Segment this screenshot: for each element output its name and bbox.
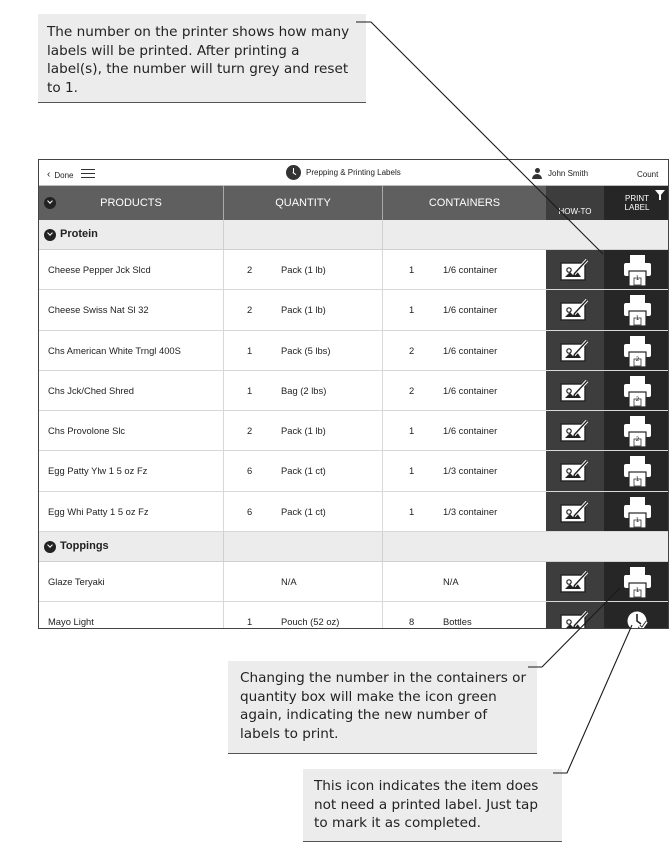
howto-button[interactable]: [546, 602, 604, 629]
howto-guide-icon: [560, 298, 590, 322]
table-row: [39, 602, 669, 629]
product-name: Cheese Pepper Jck Slcd: [48, 264, 151, 275]
chevron-down-icon[interactable]: [44, 229, 56, 241]
chevron-left-icon: ‹: [47, 169, 51, 180]
printer-icon: [623, 335, 652, 368]
header-print-label: [604, 186, 669, 220]
leader-line-no-label: [553, 625, 632, 773]
container-unit: 1/6 container: [443, 344, 498, 356]
header-products-label: PRODUCTS: [100, 197, 162, 209]
quantity-unit: Pack (1 ct): [281, 505, 326, 517]
group-name: Toppings: [60, 540, 109, 553]
product-name: Glaze Teryaki: [48, 576, 105, 588]
quantity-unit: N/A: [281, 576, 297, 588]
howto-button[interactable]: [546, 562, 604, 601]
container-unit: 1/6 container: [443, 384, 498, 396]
print-count: 1: [635, 275, 640, 282]
table-row: [39, 451, 669, 491]
howto-guide-icon: [560, 500, 590, 524]
printer-icon: [623, 566, 652, 599]
print-label-button[interactable]: [604, 451, 669, 490]
print-label-button[interactable]: [604, 562, 669, 601]
howto-guide-icon: [560, 379, 590, 403]
quantity-value[interactable]: 2: [247, 425, 253, 437]
howto-guide-icon: [560, 570, 590, 594]
done-label: Done: [54, 170, 74, 180]
table-row: [39, 562, 669, 602]
header-print-line1: PRINT: [625, 194, 649, 203]
container-unit: N/A: [443, 576, 459, 588]
print-count: 1: [635, 587, 640, 595]
print-label-button[interactable]: [604, 331, 669, 370]
quantity-unit: Pouch (52 oz): [281, 616, 340, 628]
howto-guide-icon: [560, 459, 590, 483]
quantity-value[interactable]: 6: [247, 505, 253, 517]
product-list: [39, 220, 669, 629]
product-name: Egg Whi Patty 1 5 oz Fz: [48, 505, 149, 517]
print-count: 1: [635, 516, 640, 524]
printer-icon: [623, 415, 652, 448]
howto-button[interactable]: [546, 290, 604, 329]
table-row: [39, 411, 669, 451]
container-unit: Bottles: [443, 616, 472, 628]
product-name: Mayo Light: [48, 616, 94, 628]
table-row: [39, 492, 669, 532]
printer-icon: [623, 455, 652, 488]
quantity-unit: Pack (1 lb): [281, 425, 326, 437]
howto-guide-icon: [560, 258, 590, 282]
howto-guide-icon: [560, 339, 590, 363]
user-menu[interactable]: [532, 168, 588, 179]
howto-guide-icon: [560, 610, 590, 629]
container-unit: 1/3 container: [443, 465, 498, 477]
print-label-button[interactable]: [604, 250, 669, 289]
howto-button[interactable]: [546, 451, 604, 490]
containers-value[interactable]: 1: [409, 505, 415, 517]
container-unit: 1/6 container: [443, 304, 498, 316]
printer-icon: [623, 294, 652, 327]
quantity-value[interactable]: 1: [247, 384, 253, 396]
howto-button[interactable]: [546, 492, 604, 531]
header-products: [39, 186, 223, 220]
clock-icon: [286, 165, 301, 180]
containers-value[interactable]: 1: [409, 425, 415, 437]
howto-button[interactable]: [546, 250, 604, 289]
print-count: 2: [635, 395, 640, 403]
quantity-unit: Pack (1 ct): [281, 465, 326, 477]
quantity-value[interactable]: 1: [247, 344, 253, 356]
chevron-down-icon[interactable]: [44, 541, 56, 553]
quantity-unit: Pack (1 lb): [281, 304, 326, 316]
collapse-all-icon[interactable]: [44, 197, 56, 209]
product-name: Chs Provolone Slc: [48, 425, 126, 437]
top-bar: [39, 160, 668, 186]
mark-complete-icon: [626, 610, 648, 629]
print-label-button[interactable]: [604, 371, 669, 410]
callout-printer-count: [38, 14, 366, 103]
table-header: [39, 186, 669, 220]
containers-value[interactable]: 1: [409, 465, 415, 477]
group-name: Protein: [60, 228, 98, 240]
printer-icon: [623, 496, 652, 529]
header-print-line2: LABEL: [624, 203, 650, 212]
printer-icon: [623, 375, 652, 408]
callout-quantity-change: [228, 661, 537, 754]
table-row: [39, 331, 669, 371]
header-containers: CONTAINERS: [382, 186, 546, 220]
count-button[interactable]: Count: [637, 170, 659, 179]
header-howto: HOW-TO: [546, 186, 604, 220]
print-count: 1: [635, 315, 640, 323]
quantity-unit: Pack (1 lb): [281, 264, 326, 275]
table-row: [39, 290, 669, 330]
print-count: 2: [635, 355, 640, 363]
quantity-unit: Pack (5 lbs): [281, 344, 331, 356]
printer-icon: [623, 254, 652, 287]
menu-icon[interactable]: [81, 169, 95, 181]
print-label-button[interactable]: [604, 411, 669, 450]
product-name: Chs Jck/Ched Shred: [48, 384, 134, 396]
group-header-protein[interactable]: [39, 220, 669, 250]
howto-guide-icon: [560, 419, 590, 443]
container-unit: 1/3 container: [443, 505, 498, 517]
callout-text: Changing the number in the containers or quantity box will make the icon green again, indicating the new number of labels to print.: [240, 670, 527, 742]
table-row: [39, 250, 669, 290]
callout-no-label: [303, 769, 562, 842]
table-row: [39, 371, 669, 411]
containers-value[interactable]: 1: [409, 304, 415, 316]
header-quantity: QUANTITY: [223, 186, 382, 220]
product-name: Cheese Swiss Nat Sl 32: [48, 304, 149, 316]
callout-text: This icon indicates the item does not need a printed label. Just tap to mark it as completed.: [314, 778, 539, 831]
product-name: Chs American White Trngl 400S: [48, 344, 181, 356]
howto-button[interactable]: [546, 331, 604, 370]
print-count: 1: [635, 476, 640, 484]
quantity-unit: Bag (2 lbs): [281, 384, 327, 396]
container-unit: 1/6 container: [443, 425, 498, 437]
print-label-button[interactable]: [604, 290, 669, 329]
product-name: Egg Patty Ylw 1 5 oz Fz: [48, 465, 148, 477]
quantity-value[interactable]: 2: [247, 304, 253, 316]
quantity-value[interactable]: 1: [247, 616, 253, 628]
containers-value[interactable]: 1: [409, 264, 415, 275]
howto-button[interactable]: [546, 411, 604, 450]
user-name: John Smith: [548, 169, 589, 178]
user-icon: [532, 168, 542, 179]
print-label-button[interactable]: [604, 602, 669, 629]
page-title: Prepping & Printing Labels: [306, 168, 401, 177]
quantity-value[interactable]: 6: [247, 465, 253, 477]
page-title-wrap: [286, 165, 401, 180]
app-window: [38, 159, 669, 629]
group-header-toppings[interactable]: [39, 532, 669, 562]
quantity-value[interactable]: 2: [247, 264, 253, 275]
container-unit: 1/6 container: [443, 264, 498, 275]
howto-button[interactable]: [546, 371, 604, 410]
containers-value[interactable]: 2: [409, 344, 415, 356]
filter-icon[interactable]: [655, 190, 665, 196]
print-count: 2: [635, 436, 640, 444]
print-label-button[interactable]: [604, 492, 669, 531]
callout-text: The number on the printer shows how many labels will be printed. After printing a label(s), the number will turn grey and reset to 1.: [47, 24, 350, 96]
containers-value[interactable]: 8: [409, 616, 415, 628]
done-button[interactable]: [47, 169, 95, 181]
containers-value[interactable]: 2: [409, 384, 415, 396]
